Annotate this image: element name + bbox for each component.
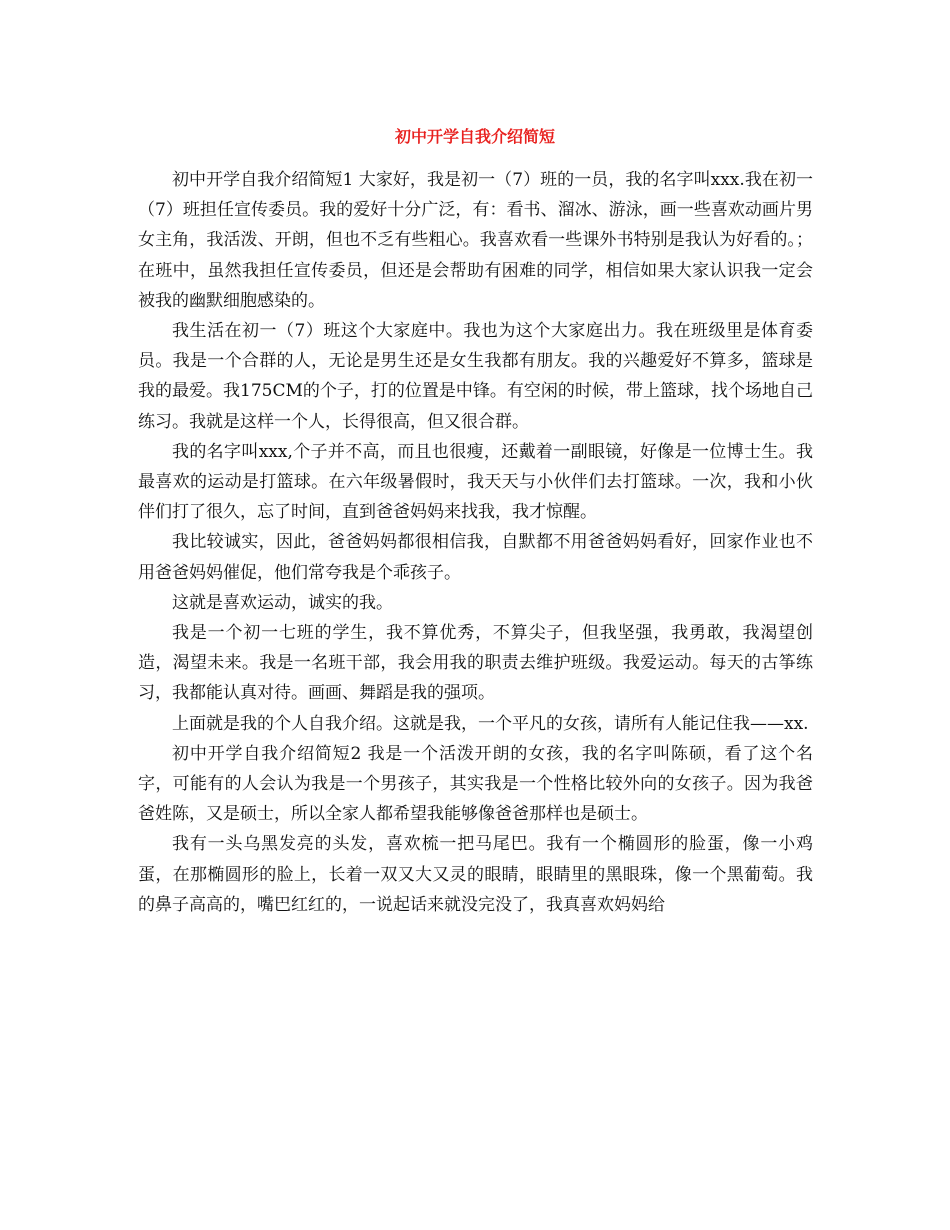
document-body <box>138 165 813 920</box>
paragraph: 我生活在初一（7）班这个大家庭中。我也为这个大家庭出力。我在班级里是体育委员。我是一个合群的人，无论是男生还是女生我都有朋友。我的兴趣爱好不算多，篮球是我的最爱。我175CM的个子，打的位置是中锋。有空闲的时候，带上篮球，找个场地自己练习。我就是这样一个人，长得很高，但又很合群。 <box>138 321 813 432</box>
paragraph: 初中开学自我介绍简短1 大家好，我是初一（7）班的一员，我的名字叫xxx.我在初一（7）班担任宣传委员。我的爱好十分广泛，有：看书、溜冰、游泳，画一些喜欢动画片男女主角，我活泼、开朗，但也不乏有些粗心。我喜欢看一些课外书特别是我认为好看的。；在班中，虽然我担任宣传委员，但还是会帮助有困难的同学，相信如果大家认识我一定会被我的幽默细胞感染的。 <box>138 170 813 311</box>
paragraph: 我有一头乌黑发亮的头发，喜欢梳一把马尾巴。我有一个椭圆形的脸蛋，像一小鸡蛋，在那椭圆形的脸上，长着一双又大又灵的眼睛，眼睛里的黑眼珠，像一个黑葡萄。我的鼻子高高的，嘴巴红红的，一说起话来就没完没了，我真喜欢妈妈给 <box>138 834 813 915</box>
paragraph: 我比较诚实，因此，爸爸妈妈都很相信我，自默都不用爸爸妈妈看好，回家作业也不用爸爸妈妈催促，他们常夸我是个乖孩子。 <box>138 532 813 583</box>
paragraph: 我的名字叫xxx,个子并不高，而且也很瘦，还戴着一副眼镜，好像是一位博士生。我最喜欢的运动是打篮球。在六年级暑假时，我天天与小伙伴们去打篮球。一次，我和小伙伴们打了很久，忘了时间，直到爸爸妈妈来找我，我才惊醒。 <box>138 441 813 523</box>
paragraph: 这就是喜欢运动，诚实的我。 <box>172 592 393 613</box>
document-title: 初中开学自我介绍简短 <box>394 127 555 146</box>
paragraph: 我是一个初一七班的学生，我不算优秀，不算尖子，但我坚强，我勇敢，我渴望创造，渴望未来。我是一名班干部，我会用我的职责去维护班级。我爱运动。每天的古筝练习，我都能认真对待。画画、舞蹈是我的强项。 <box>138 623 813 704</box>
paragraph: 初中开学自我介绍简短2 我是一个活泼开朗的女孩，我的名字叫陈硕，看了这个名字，可能有的人会认为我是一个男孩子，其实我是一个性格比较外向的女孩子。因为我爸爸姓陈，又是硕士，所以全家人都希望我能够像爸爸那样也是硕士。 <box>138 743 813 825</box>
paragraph: 上面就是我的个人自我介绍。这就是我，一个平凡的女孩，请所有人能记住我——xx. <box>172 713 809 734</box>
